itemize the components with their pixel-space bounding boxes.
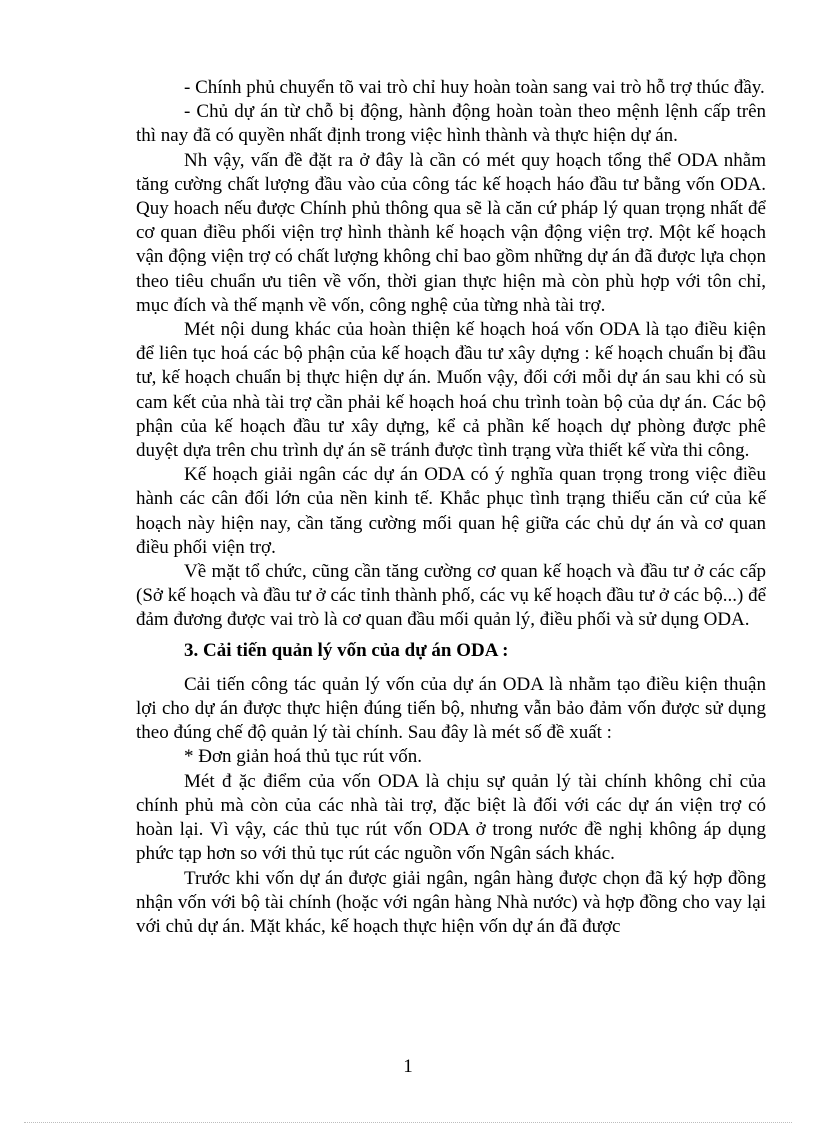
paragraph-planning-continuity: Mét nội dung khác của hoàn thiện kế hoạch hoá vốn ODA là tạo điều kiện để liên tục hoá các bộ phận của kế hoạch đầu tư xây dựng : kế hoạch chuẩn bị đầu tư, kế hoạch chuẩn bị thực hiện dự án. Muốn vậy, đối cới mỗi dự án sau khi có sù cam kết của nhà tài trợ cần phải kế hoạch hoá chu trình toàn bộ của dự án. Các bộ phận của kế hoạch đầu tư xây dựng, kể cả phần kế hoạch dự phòng được phê duyệt dựa trên chu trình dự án sẽ tránh được tình trạng vừa thiết kế vừa thi công. [136,319,766,462]
section-heading: 3. Cải tiến quản lý vốn của dự án ODA : [184,639,509,661]
paragraph-disbursement-plan: Kế hoạch giải ngân các dự án ODA có ý nghĩa quan trọng trong việc điều hành các cân đối lớn của nền kinh tế. Khắc phục tình trạng thiếu căn cứ của kế hoạch này hiện nay, cần tăng cường mối quan hệ giữa các chủ dự án và cơ quan điều phối viện trợ. [136,464,766,558]
paragraph-organization: Về mặt tổ chức, cũng cần tăng cường cơ quan kế hoạch và đầu tư ở các cấp (Sở kế hoạch và đầu tư ở các tỉnh thành phố, các vụ kế hoạch đầu tư ở các bộ...) để đảm đương được vai trò là cơ quan đầu mối quản lý, điều phối và sử dụng ODA. [136,561,767,631]
paragraph-project-owner: - Chủ dự án từ chỗ bị động, hành động hoàn toàn theo mệnh lệnh cấp trên thì nay đã có quyền nhất định trong việc hình thành và thực hiện dự án. [136,101,766,147]
paragraph-oda-master-plan: Nh vậy, vấn đề đặt ra ở đây là cần có mét quy hoạch tổng thể ODA nhằm tăng cường chất lượng đầu vào của công tác kế hoạch háo đầu tư bằng vốn ODA. Quy hoach nếu được Chính phủ thông qua sẽ là căn cứ pháp lý quan trọng nhất để cơ quan điều phối viện trợ hình thành kế hoạch vận động viện trợ. Một kế hoạch vận động viện trợ có chất lượng không chỉ bao gồm những dự án đã được lựa chọn theo tiêu chuẩn ưu tiên về vốn, thời gian thực hiện mà còn phù hợp với tôn chỉ, mục đích và thế mạnh về vốn, công nghệ của từng nhà tài trợ. [136,149,766,316]
paragraph-capital-management: Cải tiến công tác quản lý vốn của dự án ODA là nhằm tạo điều kiện thuận lợi cho dự án được thực hiện đúng tiến bộ, nhưng vẫn bảo đảm vốn được sử dụng theo đúng chế độ quản lý tài chính. Sau đây là mét số đề xuất : [136,673,766,744]
page-number: 1 [403,1056,413,1077]
paragraph-simplify-withdrawal: * Đơn giản hoá thủ tục rút vốn. [184,746,423,768]
paragraph-before-disbursement: Trước khi vốn dự án được giải ngân, ngân hàng được chọn đã ký hợp đồng nhận vốn với bộ tài chính (hoặc với ngân hàng Nhà nước) và hợp đồng cho vay lại với chủ dự án. Mặt khác, kế hoạch thực hiện vốn dự án đã được [136,867,766,937]
body-text [136,76,766,939]
paragraph-oda-feature: Mét đ ặc điểm của vốn ODA là chịu sự quản lý tài chính không chỉ của chính phủ mà còn của các nhà tài trợ, đặc biệt là đối với các dự án viện trợ có hoàn lại. Vì vậy, các thủ tục rút vốn ODA ở trong nước đề nghị không áp dụng phức tạp hơn so với thủ tục rút các nguồn vốn Ngân sách khác. [136,770,766,865]
paragraph-government-role: - Chính phủ chuyển tõ vai trò chỉ huy hoàn toàn sang vai trò hỗ trợ thúc đầy. [184,77,765,98]
